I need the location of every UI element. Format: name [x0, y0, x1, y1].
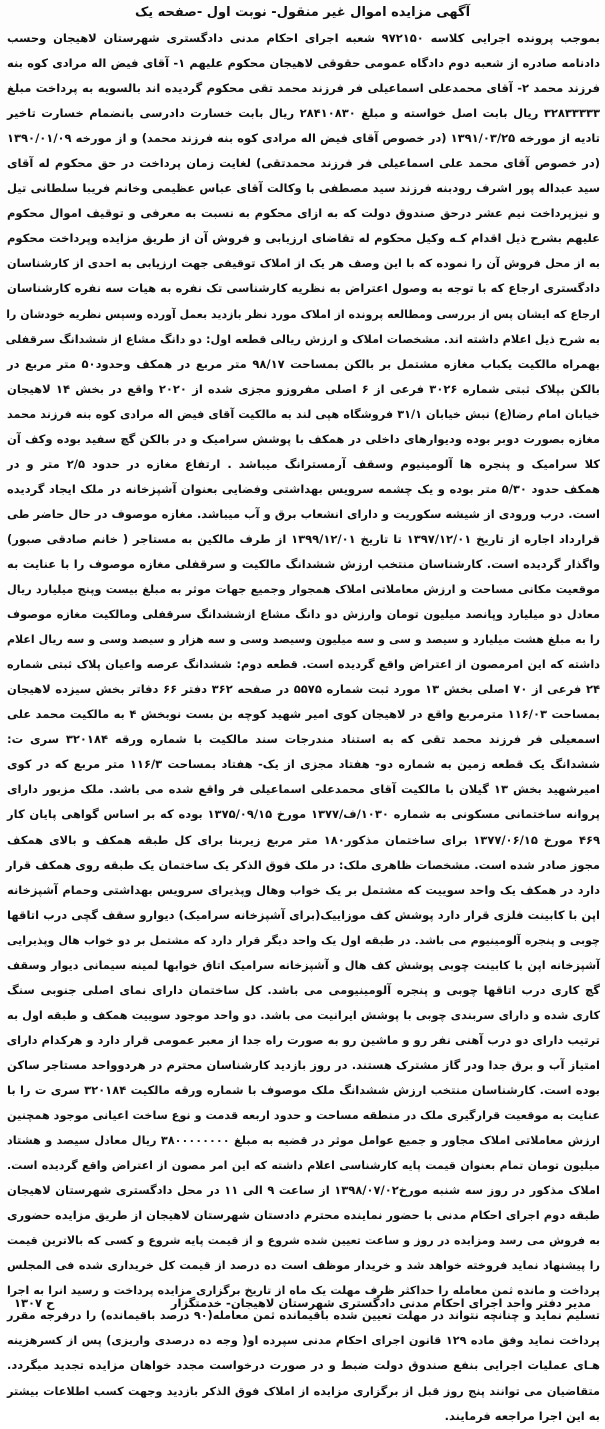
- notice-line: داشته که این امرمصون از اعتراض واقع گردیده است. قطعه دوم: ششدانگ عرصه واعیان پلاک ثبتی شماره: [7, 658, 600, 672]
- notice-line: اپن با کابینت فلزی قرار دارد پوشش کف موزاییک(برای آشپزخانه سرامیک) دیوارو سقف گچی درب اتاقها: [7, 907, 600, 922]
- notice-line: را پیشنهاد نماید فروخته خواهد شد و خریدار موظف است ده درصد از قیمت کل خریداری شده فی المجلس: [7, 1259, 600, 1273]
- notice-line: بهمراه مالکیت یکباب مغازه مشتمل بر بالکن بمساحت ۹۸/۱۷ متر مربع در همکف وحدود۵۰ متر مربع در: [7, 356, 600, 371]
- notice-line: معادل دو میلیارد وپانصد میلیون تومان وارزش دو دانگ مشاع ازششدانگ سرقفلی ومالکیت مغازه موصوف: [7, 608, 600, 622]
- notice-line: املاک مذکور در روز سه شنبه مورخ۱۳۹۸/۰۷/۰۲ از ساعت ۹ الی ۱۱ در محل دادگستری شهرستان لاهیجان: [7, 1183, 600, 1198]
- notice-line: ۳۲۸۳۳۳۳۳ ریال بابت اصل خواسته و مبلغ ۲۸۴۱۰۸۳۰ ریال بابت خسارت دادرسی بانضمام خسارت تاخیر: [7, 106, 601, 121]
- notice-line: گچ کاری درب اتاقها چوبی و پنجره آلومینیومی می باشد. کل ساختمان دارای نمای اصلی جنوبی سنگ: [7, 982, 600, 997]
- notice-line: بموجب پرونده اجرایی کلاسه ۹۷۲۱۵۰ شعبه اجرای احکام مدنی دادگستری شهرستان لاهیجان وحسب: [7, 31, 600, 45]
- notice-line: ۴۶۹ مورخ ۱۳۷۷/۰۶/۱۵ برای ساختمان مذکور۱۸۰ متر مربع زیربنا برای کل طبقه همکف و بالای همکف: [7, 832, 600, 847]
- notice-line: دادگستری ارجاع که با توجه به وصول اعتراض به نظریه کارشناسی تک نفره به هیات سه نفره کارشناسان: [7, 281, 600, 296]
- notice-line: موقعیت مکانی مساحت و ارزش معاملاتی املاک همجوار وجمیع جهات موثر به مبلغ بیست وپنج میلیارد ریال: [7, 583, 600, 597]
- notice-line: مجوز صادر شده است. مشخصات ظاهری ملک: در ملک فوق الذکر یک ساختمان یک طبقه روی همکف قرار: [5, 857, 600, 872]
- notice-line: واگذار گردیده است. کارشناسان منتخب ارزش ششدانگ مالکیت و سرقفلی مغازه موصوف را با عنایت به: [7, 556, 600, 571]
- notice-line: بالکن بپلاک ثبتی شماره ۳۰۲۶ فرعی از ۶ اصلی مفروزو مجزی شده از ۲۰۲۰ واقع در بخش ۱۴ لاهیجان: [7, 381, 601, 396]
- notice-line: به شرح ذیل اعلام داشته اند. مشخصات املاک و ارزش ریالی قطعه اول: دو دانگ مشاع از ششدانگ سرقفلی: [5, 332, 600, 346]
- notice-line: ۲۴ فرعی از ۷۰ اصلی بخش ۱۳ مورد ثبت شماره ۵۵۷۵ در صفحه ۳۶۲ دفتر ۶۶ دفاتر بخش سیزده لاهیجان: [7, 682, 600, 697]
- notice-line: (در خصوص آقای محمد علی اسماعیلی فر فرزند محمدتقی) لغایت زمان پرداخت در حق محکوم له آقای: [7, 156, 600, 171]
- notice-line: تسلیم نماید و چنانچه نتواند در مهلت تعیین شده باقیمانده ثمن معامله(۹۰ درصد باقیمانده) را درفرجه مقرر: [7, 1309, 600, 1323]
- notice-footer: [14, 1292, 591, 1314]
- notice-line: کلا سرامیک و پنجره ها آلومینیوم وسقف آرمسترانگ میباشد . ارتفاع مغازه در حدود ۲/۵ متر و در: [7, 456, 600, 471]
- notice-title: آگهی مزایده اموال غیر منقول- نوبت اول -صفحه یک: [134, 5, 471, 20]
- notice-line: آشپزخانه اپن با کابینت چوبی پوشش کف هال و آشپزخانه سرامیک اتاق خوابها لمینه سیمانی دیوار وسقف: [7, 958, 600, 972]
- notice-line: دارد در همکف یک واحد سوییت که مشتمل بر یک خواب وهال وپذیرای سرویس بهداشتی وحمام آشپزخانه: [7, 882, 600, 897]
- notice-line: مغازه بصورت دوبر بوده ودیوارهای داخلی در همکف با پوشش سرامیک و در بالکن گچ سفید بوده وکف آن: [7, 431, 600, 446]
- notice-line: بوده است. کارشناسان منتخب ارزش ششدانگ ملک موصوف با شماره ورقه مالکیت ۳۲۰۱۸۴ سری ت را با: [7, 1082, 600, 1097]
- notice-line: ارزش معاملاتی املاک مجاور و جمیع عوامل موثر در قضیه به مبلغ ۳۸۰۰۰۰۰۰۰۰ ریال معادل سیصد و هشتاد: [7, 1134, 600, 1148]
- notice-line: علیهم بشرح ذیل اقدام کـه وکیل محکوم له تقاضای ارزیابی و فروش آن از طریق مزایده وپرداخت محکوم: [7, 231, 600, 246]
- notice-line: سید عبداله پور اشرف رودبنه فرزند سید مصطفی با وکالت آقای عباس عظیمی وخانم فریبا سلطانی تیل: [7, 181, 600, 196]
- notice-line: چوبی و پنجره آلومینیوم می باشد. در طبقه اول یک واحد دیگر قرار دارد که مشتمل بر دو خواب هال وپذیرایی: [7, 933, 600, 947]
- notice-line: پروانه ساختمانی مسکونی به شماره ۱۰۳۰/ف/۱۳۷۷ مورخ ۱۳۷۵/۰۹/۱۵ بوده که بر اساس گواهی پایان کار: [7, 807, 600, 822]
- notice-line: امتیاز آب و برق جدا ودر گاز مشترک هستند. در روز بازدید کارشناسان محترم در هردوواحد مستاجر ساکن: [7, 1057, 600, 1072]
- notice-line: قرارداد اجاره از تاریخ ۱۳۹۷/۱۲/۰۱ تا تاریخ ۱۳۹۹/۱۲/۰۱ از طرف مالکین به مستاجر ( خانم صادقی صبور): [7, 531, 600, 546]
- notice-line: به فروش می رسد ومزایده در روز و ساعت تعیین شده شروع و از قیمت پایه شروع و کسی که بالاترین قیمت: [7, 1234, 600, 1248]
- notice-line: است. درب ورودی از شیشه سکوریت و دارای انشعاب برق و آب میباشد. مغازه موصوف در حال حاضر طی: [7, 506, 600, 521]
- footer-code: ح ۱۳۰۷: [14, 1296, 55, 1310]
- notice-line: ترتیب دارای دو درب آهنی نفر رو و ماشین رو به صورت راه جدا از معبر عمومی قرار دارد و هرکدام دارای: [6, 1032, 600, 1047]
- notice-line: اسمعیلی فر فرزند محمد تقی که به استناد مندرجات سند مالکیت با شماره ورقه ۳۲۰۱۸۴ سری ت:: [7, 732, 601, 747]
- notice-line: متقاضیان می توانند پنج روز قبل از برگزاری مزایده از املاک فوق الذکر بازدید وجهت کسب اطلاعات بیشتر: [7, 1384, 600, 1398]
- notice-line: به این اجرا مراجعه فرمایند.: [444, 1408, 600, 1423]
- notice-line: را به مبلغ هشت میلیارد و سیصد و سی و سه میلیون وسیصد وسی و سه هزار و سیصد وسی و سه ریال اعلام: [7, 633, 600, 647]
- notice-line: پرداخت و مانده ثمن معامله را حداکثر ظرف مهلت یک ماه از تاریخ برگزاری مزایده پرداخت و رسید انرا به اجرا: [7, 1284, 600, 1298]
- notice-line: خیابان امام رضا(ع) نبش خیابان ۳۱/۱ فروشگاه هپی لند به مالکیت آقای فیض اله مرادی کوه بنه فرزند محمد: [7, 407, 600, 421]
- notice-line: ششدانگ یک قطعه زمین به شماره دو- هفتاد مجزی از یک- هفتاد بمساحت ۱۱۶/۳ متر مربع که در کوی: [7, 757, 601, 772]
- notice-line: به از محل فروش آن را نموده که با این وصف هر یک از املاک توقیفی جهت ارزیابی به احدی از کارشناسان: [7, 257, 600, 271]
- notice-line: پرداخت نماید وفق ماده ۱۲۹ قانون اجرای احکام مدنی سپرده او( وجه ده درصدی واریزی) پس از کسرهزینه: [7, 1334, 600, 1348]
- notice-line: فرزند محمد ۲- آقای محمدعلی اسماعیلی فر فرزند محمد تقی محکوم گردیده اند بالسویه به پرداخت مبلغ: [7, 81, 600, 96]
- notice-line: امیرشهید بخش ۱۳ گیلان با مالکیت آقای محمدعلی اسماعیلی فر واقع شده می باشد. ملک مزبور دارای: [7, 782, 600, 797]
- notice-line: میلیون تومان تمام بعنوان قیمت پایه کارشناسی اعلام داشته که این امر مصون از اعتراض واقع گردیده است.: [7, 1159, 600, 1173]
- notice-line: تادیه از مورخه ۱۳۹۱/۰۳/۲۵ (در خصوص آقای فیض اله مرادی کوه بنه فرزند محمد) و از مورخه ۱۳۹۰/۰۱/۰۹: [7, 131, 600, 146]
- notice-line: هـای عملیات اجرایی بنفع صندوق دولت ضبط و در صورت درخواست مجدد خواهان مزایده تجدید میگردد.: [7, 1358, 600, 1373]
- notice-line: طبقه دوم اجرای احکام مدنی با حضور نماینده محترم دادستان شهرستان لاهیجان از طریق مزایده حضوری: [6, 1208, 600, 1223]
- notice-line: عنایت به موقعیت قرارگیری ملک در منطقه مساحت و حدود اربعه قدمت و نوع ساخت اعیانی موجود همچنین: [7, 1109, 600, 1123]
- notice-line: بمساحت ۱۱۶/۰۳ مترمربع واقع در لاهیجان کوی امیر شهید کوچه بن بست نوبخش ۴ به مالکیت محمد علی: [7, 707, 600, 722]
- notice-line: همکف حدود ۵/۳۰ متر بوده و یک چشمه سرویس بهداشتی وفضایی بعنوان آشپزخانه در ملک ایجاد گردیده: [7, 481, 601, 496]
- notice-line: کاری شده و دارای سربندی چوبی با پوشش ایرانیت می باشد. دو واحد موجود سوییت همکف و طبقه اول به: [7, 1008, 600, 1022]
- notice-line: دادنامه صادره از شعبه دوم دادگاه عمومی حقوقی لاهیجان محکوم علیهم ۱- آقای فیض اله مرادی کوه بنه: [7, 56, 600, 71]
- notice-line: ارجاع که ایشان پس از بررسی ومطالعه پرونده از املاک مورد نظر بازدید بعمل آورده وسپس نظریه خودشان را: [6, 307, 600, 321]
- footer-signature: مدیر دفتر واحد اجرای احکام مدنی دادگستری شهرستان لاهیجان- خدمتگزار: [170, 1296, 591, 1310]
- notice-line: و نیزپرداخت نیم عشر درحق صندوق دولت که به ازای محکوم به نسبت به معرفی و توقیف اموال محکوم: [7, 206, 600, 221]
